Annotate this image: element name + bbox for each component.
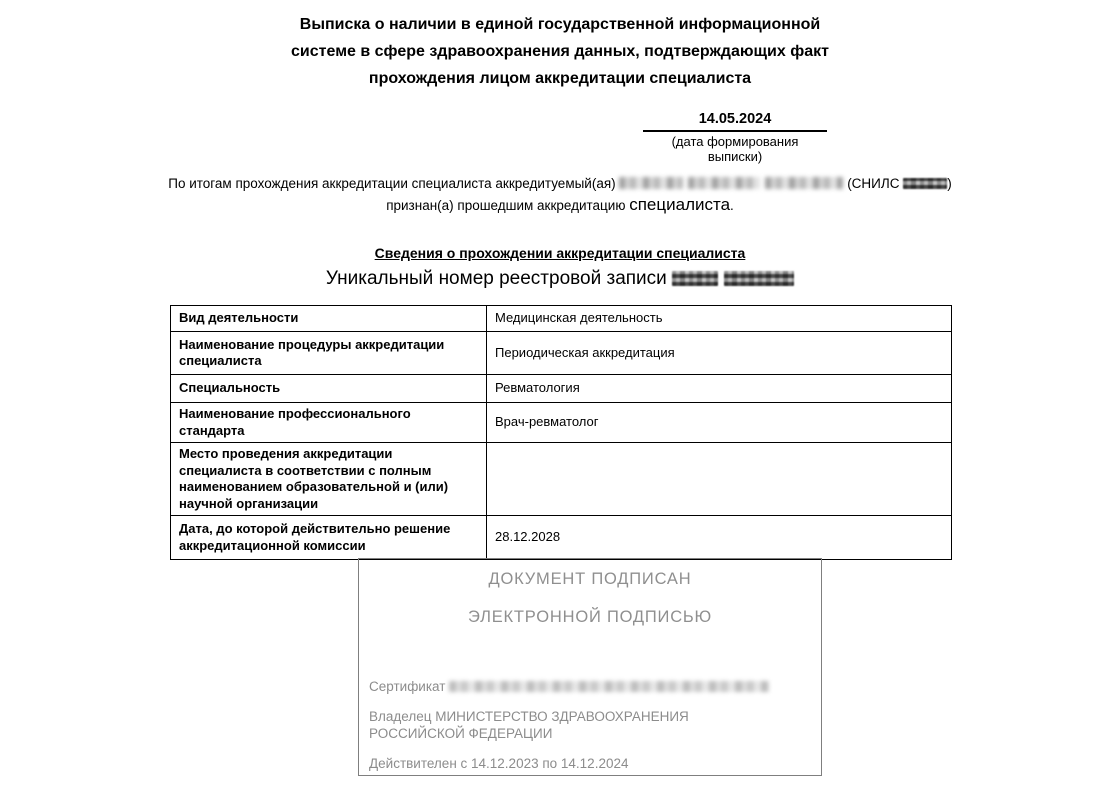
table-row-procedure-name bbox=[171, 332, 952, 375]
owner-value: МИНИСТЕРСТВО ЗДРАВООХРАНЕНИЯ РОССИЙСКОЙ ФЕДЕРАЦИИ bbox=[369, 709, 689, 741]
intro-period: . bbox=[730, 198, 734, 213]
table-row-activity-type bbox=[171, 306, 952, 332]
redacted-certificate-number bbox=[449, 681, 769, 692]
registry-number-label: Уникальный номер реестровой записи bbox=[325, 268, 667, 289]
row-value: Медицинская деятельность bbox=[487, 306, 952, 332]
row-label: Дата, до которой действительно решение аккредитационной комиссии bbox=[171, 516, 487, 560]
snils-close-paren: ) bbox=[947, 176, 952, 191]
row-label: Наименование профессионального стандарта bbox=[171, 403, 487, 443]
row-value bbox=[487, 443, 952, 516]
document-title-line-2: системе в сфере здравоохранения данных, подтверждающих факт bbox=[291, 43, 829, 60]
intro-paragraph bbox=[0, 173, 1120, 216]
intro-line-1 bbox=[0, 173, 1120, 194]
extract-date-value: 14.05.2024 bbox=[643, 111, 827, 132]
owner-line bbox=[369, 708, 787, 742]
signature-title-line-1: ДОКУМЕНТ ПОДПИСАН bbox=[488, 570, 692, 588]
electronic-signature-stamp bbox=[358, 558, 822, 776]
section-heading: Сведения о прохождении аккредитации специалиста bbox=[374, 245, 746, 261]
row-value: Периодическая аккредитация bbox=[487, 332, 952, 375]
redacted-snils-number bbox=[903, 178, 947, 189]
snils-label: (СНИЛС bbox=[847, 176, 900, 191]
extract-date-caption: (дата формирования выписки) bbox=[671, 134, 799, 164]
intro-line-2 bbox=[0, 194, 1120, 216]
redacted-registry-number-part2 bbox=[724, 271, 794, 286]
specialist-emphasis: специалиста bbox=[629, 195, 731, 214]
redacted-patronymic bbox=[765, 177, 843, 189]
table-row-accreditation-place bbox=[171, 443, 952, 516]
validity-line: Действителен с 14.12.2023 по 14.12.2024 bbox=[369, 756, 629, 771]
redacted-surname bbox=[619, 177, 683, 189]
row-label: Место проведения аккредитации специалиста в соответствии с полным наименованием образовательной и (или) научной организации bbox=[171, 443, 487, 516]
document-title-line-1: Выписка о наличии в единой государственной информационной bbox=[299, 16, 821, 33]
intro-text-part1: По итогам прохождения аккредитации специалиста аккредитуемый(ая) bbox=[168, 176, 616, 191]
row-label: Вид деятельности bbox=[171, 306, 487, 332]
intro-text-part2: признан(а) прошедшим аккредитацию bbox=[386, 198, 626, 213]
document-title-line-3: прохождения лицом аккредитации специалиста bbox=[368, 70, 752, 87]
row-value: 28.12.2028 bbox=[487, 516, 952, 560]
registry-number-line bbox=[0, 268, 1120, 290]
extract-date-block bbox=[643, 111, 827, 164]
redacted-registry-number-part1 bbox=[672, 271, 718, 286]
row-value: Ревматология bbox=[487, 375, 952, 403]
owner-label: Владелец bbox=[369, 709, 432, 724]
table-row-professional-standard bbox=[171, 403, 952, 443]
accreditation-table bbox=[170, 305, 952, 560]
signature-title-line-2: ЭЛЕКТРОННОЙ ПОДПИСЬЮ bbox=[467, 608, 713, 626]
row-value: Врач-ревматолог bbox=[487, 403, 952, 443]
row-label: Наименование процедуры аккредитации специалиста bbox=[171, 332, 487, 375]
document-title bbox=[0, 11, 1120, 92]
certificate-label: Сертификат bbox=[369, 679, 446, 694]
table-row-specialty bbox=[171, 375, 952, 403]
certificate-line bbox=[369, 678, 809, 695]
table-row-decision-valid-until bbox=[171, 516, 952, 560]
row-label: Специальность bbox=[171, 375, 487, 403]
redacted-firstname bbox=[688, 177, 760, 189]
